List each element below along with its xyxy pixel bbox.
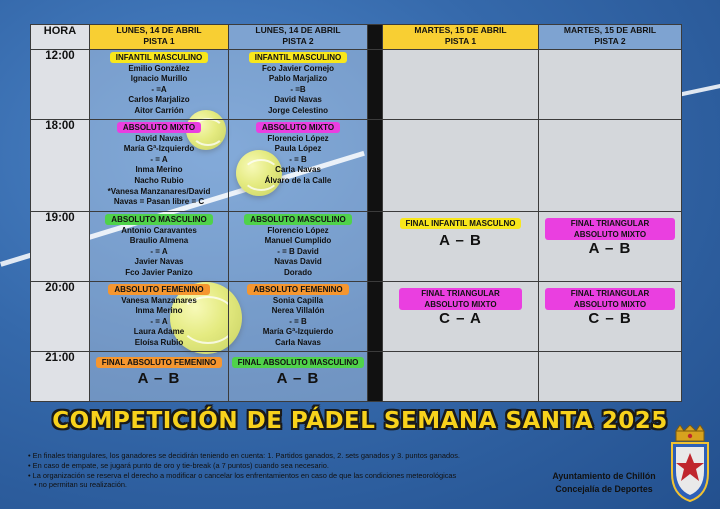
footer-department: Concejalía de Deportes [555, 484, 653, 494]
match-cell [229, 120, 368, 212]
footer-town: Ayuntamiento de Chillón [552, 471, 656, 481]
player-line: Laura Adame [133, 327, 185, 337]
match-cell [90, 282, 229, 352]
player-line: Carla Navas [275, 165, 321, 175]
note-item: • En caso de empate, se jugará punto de oro y tie-break (a 7 puntos) cuando sea necesario. [28, 461, 548, 471]
player-line: Nerea Villalón [271, 306, 325, 316]
player-line: Inma Merino [135, 306, 183, 316]
category-tag: ABSOLUTO MIXTO [256, 122, 340, 133]
header-row [31, 25, 682, 50]
header-pista: PISTA 1 [143, 36, 175, 46]
header-date: LUNES, 14 DE ABRIL [255, 25, 341, 35]
empty-cell [539, 50, 682, 120]
note-item: • En finales triangulares, los ganadores se decidirán teniendo en cuenta: 1. Partidos ganados, 2. sets ganados y 3. puntos ganados. [28, 451, 548, 461]
time-cell: 19:00 [31, 212, 90, 282]
header-lunes-pista1 [90, 25, 229, 50]
player-line: Florencio López [267, 133, 329, 143]
player-line: María Gª-Izquierdo [262, 327, 334, 337]
time-cell: 18:00 [31, 120, 90, 212]
schedule-table [30, 24, 682, 402]
row-1200 [31, 50, 682, 120]
player-line: Aitor Carrión [134, 105, 184, 115]
header-martes-pista2 [539, 25, 682, 50]
pair-label: - =A [151, 84, 167, 94]
category-tag: FINAL TRIANGULAR ABSOLUTO MIXTO [545, 288, 675, 310]
match-result: A – B [137, 369, 181, 387]
empty-cell [383, 50, 539, 120]
header-hora: HORA [31, 25, 90, 50]
player-line: María Gª-Izquierdo [123, 144, 195, 154]
header-date: MARTES, 15 DE ABRIL [563, 25, 657, 35]
pair-label: - = A [150, 154, 168, 164]
pair-label: - = B David [277, 246, 319, 256]
player-line: Navas David [274, 257, 322, 267]
header-pista: PISTA 2 [594, 36, 626, 46]
row-1800 [31, 120, 682, 212]
category-tag: ABSOLUTO MASCULINO [105, 214, 212, 225]
match-cell [90, 50, 229, 120]
final-cell [90, 352, 229, 402]
player-line: David Navas [135, 133, 183, 143]
time-cell: 20:00 [31, 282, 90, 352]
match-result: C – A [439, 310, 482, 327]
category-tag: FINAL TRIANGULAR ABSOLUTO MIXTO [399, 288, 522, 310]
category-tag: FINAL ABSOLUTO MASCULINO [232, 357, 365, 368]
note-line: Navas = Pasan libre = C [113, 197, 205, 207]
empty-cell [539, 120, 682, 212]
empty-cell [383, 120, 539, 212]
header-date: MARTES, 15 DE ABRIL [414, 25, 507, 35]
pair-label: - =B [290, 84, 306, 94]
final-cell [539, 282, 682, 352]
match-cell [229, 50, 368, 120]
separator [368, 120, 383, 212]
category-tag: ABSOLUTO FEMENINO [108, 284, 209, 295]
player-line: Carlos Marjalizo [128, 95, 190, 105]
header-lunes-pista2 [229, 25, 368, 50]
time-cell: 12:00 [31, 50, 90, 120]
category-tag: ABSOLUTO MIXTO [117, 122, 201, 133]
note-item: • no permitan su realización. [28, 480, 548, 490]
final-cell [539, 212, 682, 282]
page-title: COMPETICIÓN DE PÁDEL SEMANA SANTA 2025 [52, 408, 668, 434]
rules-notes [28, 451, 548, 490]
match-result: A – B [276, 369, 320, 387]
empty-cell [383, 352, 539, 402]
player-line: Vanesa Manzanares [121, 295, 197, 305]
match-result: A – B [439, 231, 482, 249]
note-line: *Vanesa Manzanares/David [107, 186, 211, 196]
time-cell: 21:00 [31, 352, 90, 402]
player-line: Ignacio Murillo [130, 74, 188, 84]
match-cell [90, 212, 229, 282]
header-martes-pista1 [383, 25, 539, 50]
pair-label: - = A [150, 246, 168, 256]
separator [368, 25, 383, 50]
match-cell [229, 212, 368, 282]
category-tag: FINAL ABSOLUTO FEMENINO [96, 357, 223, 368]
player-line: Fco Javier Panizo [125, 267, 193, 277]
player-line: Pablo Marjalizo [268, 74, 328, 84]
category-tag: FINAL TRIANGULAR ABSOLUTO MIXTO [545, 218, 675, 240]
match-result: A – B [588, 240, 632, 257]
player-line: Javier Navas [134, 257, 184, 267]
player-line: Antonio Caravantes [121, 225, 197, 235]
player-line: Paula López [274, 144, 322, 154]
player-line: Jorge Celestino [267, 105, 328, 115]
match-cell [229, 282, 368, 352]
header-date: LUNES, 14 DE ABRIL [116, 25, 202, 35]
final-cell [383, 212, 539, 282]
match-result: C – B [588, 310, 632, 327]
player-line: Sonia Capilla [272, 295, 324, 305]
category-tag: FINAL INFANTIL MASCULNO [400, 218, 522, 229]
note-item: • La organización se reserva el derecho a modificar o cancelar los enfrentamientos en caso de que las condiciones meteorológicas [28, 471, 548, 481]
row-2000 [31, 282, 682, 352]
player-line: Eloísa Rubio [134, 337, 184, 347]
category-tag: INFANTIL MASCULINO [249, 52, 348, 63]
separator [368, 212, 383, 282]
player-line: Nacho Rubio [134, 175, 184, 185]
player-line: Álvaro de la Calle [264, 175, 332, 185]
player-line: Dorado [284, 267, 312, 277]
player-line: Florencio López [267, 225, 329, 235]
player-line: Inma Merino [135, 165, 183, 175]
empty-cell [539, 352, 682, 402]
separator [368, 352, 383, 402]
header-pista: PISTA 2 [282, 36, 314, 46]
pair-label: - = A [150, 316, 168, 326]
player-line: Carla Navas [275, 337, 321, 347]
pair-label: - = B [289, 154, 307, 164]
final-cell [383, 282, 539, 352]
separator [368, 282, 383, 352]
final-cell [229, 352, 368, 402]
organizer-footer [541, 470, 667, 496]
row-1900 [31, 212, 682, 282]
separator [368, 50, 383, 120]
player-line: Braulio Almena [129, 236, 189, 246]
player-line: David Navas [274, 95, 322, 105]
player-line: Fco Javier Cornejo [261, 63, 335, 73]
category-tag: INFANTIL MASCULINO [110, 52, 209, 63]
pair-label: - = B [289, 316, 307, 326]
category-tag: ABSOLUTO MASCULINO [244, 214, 351, 225]
category-tag: ABSOLUTO FEMENINO [247, 284, 348, 295]
player-line: Manuel Cumplido [264, 236, 332, 246]
row-2100 [31, 352, 682, 402]
town-crest-icon [668, 425, 712, 503]
header-pista: PISTA 1 [444, 36, 477, 46]
match-cell [90, 120, 229, 212]
player-line: Emilio González [128, 63, 190, 73]
